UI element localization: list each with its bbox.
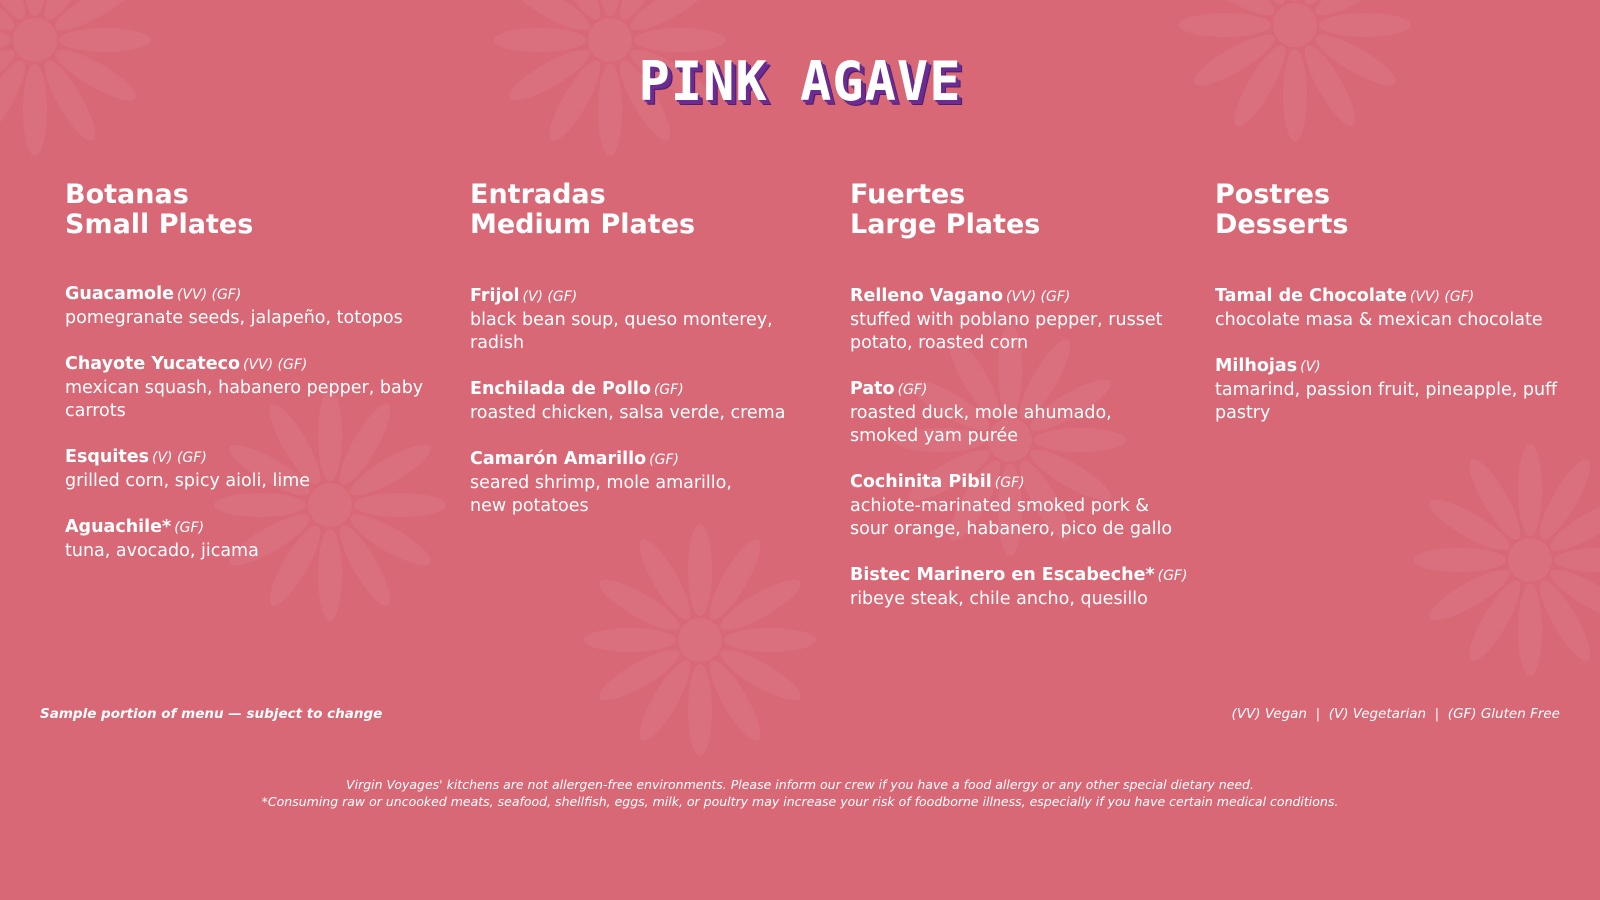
- menu-item-description: stuffed with poblano pepper, russet potato, roasted corn: [850, 310, 1163, 353]
- menu-item: [850, 563, 1190, 611]
- menu-item-name: Enchilada de Pollo: [470, 379, 651, 399]
- menu-item-name: Cochinita Pibil: [850, 472, 992, 492]
- dietary-tags: (V): [1300, 359, 1321, 375]
- foodborne-illness-disclaimer-line: *Consuming raw or uncooked meats, seafood, shellfish, eggs, milk, or poultry may increase your risk of foodborne illness, especially if you have certain medical conditions.: [261, 794, 1339, 809]
- allergen-disclaimer: [0, 776, 1600, 810]
- dietary-tags: (GF): [174, 520, 205, 536]
- dietary-tags: (GF): [649, 452, 679, 468]
- dietary-tags: (GF): [994, 475, 1025, 491]
- menu-item-description: ribeye steak, chile ancho, quesillo: [850, 589, 1148, 609]
- menu-item: [470, 377, 810, 425]
- column-heading: [1215, 180, 1560, 240]
- column-title-spanish: Postres: [1215, 179, 1331, 210]
- menu-item: [470, 284, 810, 355]
- menu-item-description: chocolate masa & mexican chocolate: [1215, 310, 1543, 330]
- menu-item-description: achiote-marinated smoked pork & sour orange, habanero, pico de gallo: [850, 496, 1173, 539]
- dietary-tags: (V) (GF): [522, 289, 578, 305]
- menu-item-description: seared shrimp, mole amarillo, new potatoes: [470, 473, 732, 516]
- menu-items: [1215, 284, 1560, 425]
- menu-column-small-plates: [65, 180, 435, 585]
- dietary-tags: (GF): [897, 382, 928, 398]
- column-heading: [850, 180, 1190, 240]
- menu-item-name: Guacamole: [65, 284, 174, 304]
- menu-item-description: mexican squash, habanero pepper, baby carrots: [65, 378, 424, 421]
- dietary-tags: (VV) (GF): [176, 287, 242, 303]
- menu-column-desserts: [1215, 180, 1560, 447]
- menu-item-name: Camarón Amarillo: [470, 449, 647, 469]
- menu-item: [850, 284, 1190, 355]
- brand-logo: [0, 52, 1600, 112]
- menu-item-description: tuna, avocado, jicama: [65, 541, 259, 561]
- sample-menu-note: Sample portion of menu — subject to change: [40, 706, 383, 722]
- column-title-spanish: Entradas: [470, 179, 606, 210]
- brand-name: PINK AGAVE: [638, 50, 962, 114]
- dietary-tags: (GF): [653, 382, 684, 398]
- dietary-tags: (VV) (GF): [1409, 289, 1475, 305]
- dietary-tags: (VV) (GF): [1006, 289, 1071, 305]
- menu-column-large-plates: [850, 180, 1190, 633]
- menu-item: [65, 352, 435, 423]
- menu-items: [470, 284, 810, 518]
- menu-item-name: Pato: [850, 379, 895, 399]
- menu-item-description: pomegranate seeds, jalapeño, totopos: [65, 308, 403, 328]
- menu-item-name: Bistec Marinero en Escabeche*: [850, 565, 1155, 585]
- menu-item-name: Esquites: [65, 447, 150, 467]
- menu-item-description: roasted chicken, salsa verde, crema: [470, 403, 786, 423]
- menu-item: [1215, 354, 1560, 425]
- menu-column-medium-plates: [470, 180, 810, 540]
- menu-item: [470, 447, 810, 518]
- dietary-tags: (V) (GF): [152, 450, 207, 466]
- menu-item-description: grilled corn, spicy aioli, lime: [65, 471, 311, 491]
- menu-item-name: Aguachile*: [65, 517, 172, 537]
- menu-item: [65, 445, 435, 493]
- menu-item: [850, 470, 1190, 541]
- column-title-english: Large Plates: [850, 209, 1041, 240]
- menu-item-name: Milhojas: [1215, 356, 1298, 376]
- menu-item-description: tamarind, passion fruit, pineapple, puff pastry: [1215, 380, 1558, 423]
- menu-item-name: Relleno Vagano: [850, 286, 1003, 306]
- column-title-spanish: Botanas: [65, 179, 189, 210]
- dietary-legend: (VV) Vegan | (V) Vegetarian | (GF) Gluten Free: [1231, 706, 1560, 722]
- menu-items: [65, 282, 435, 563]
- menu-item-name: Frijol: [470, 286, 520, 306]
- menu-item: [65, 515, 435, 563]
- dietary-tags: (VV) (GF): [243, 357, 308, 373]
- column-title-english: Medium Plates: [470, 209, 696, 240]
- menu-item: [1215, 284, 1560, 332]
- dietary-tags: (GF): [1157, 568, 1188, 584]
- column-title-english: Desserts: [1215, 209, 1349, 240]
- menu-item: [850, 377, 1190, 448]
- column-heading: [65, 180, 435, 240]
- menu-item-description: roasted duck, mole ahumado, smoked yam purée: [850, 403, 1112, 446]
- column-title-spanish: Fuertes: [850, 179, 966, 210]
- column-title-english: Small Plates: [65, 209, 254, 240]
- menu-item-description: black bean soup, queso monterey, radish: [470, 310, 773, 353]
- allergen-disclaimer-line: Virgin Voyages' kitchens are not allergen-free environments. Please inform our crew if you have a food allergy or any other special dietary need.: [346, 777, 1254, 792]
- menu-item-name: Chayote Yucateco: [65, 354, 240, 374]
- menu-items: [850, 284, 1190, 611]
- menu-item: [65, 282, 435, 330]
- menu-item-name: Tamal de Chocolate: [1215, 286, 1407, 306]
- column-heading: [470, 180, 810, 240]
